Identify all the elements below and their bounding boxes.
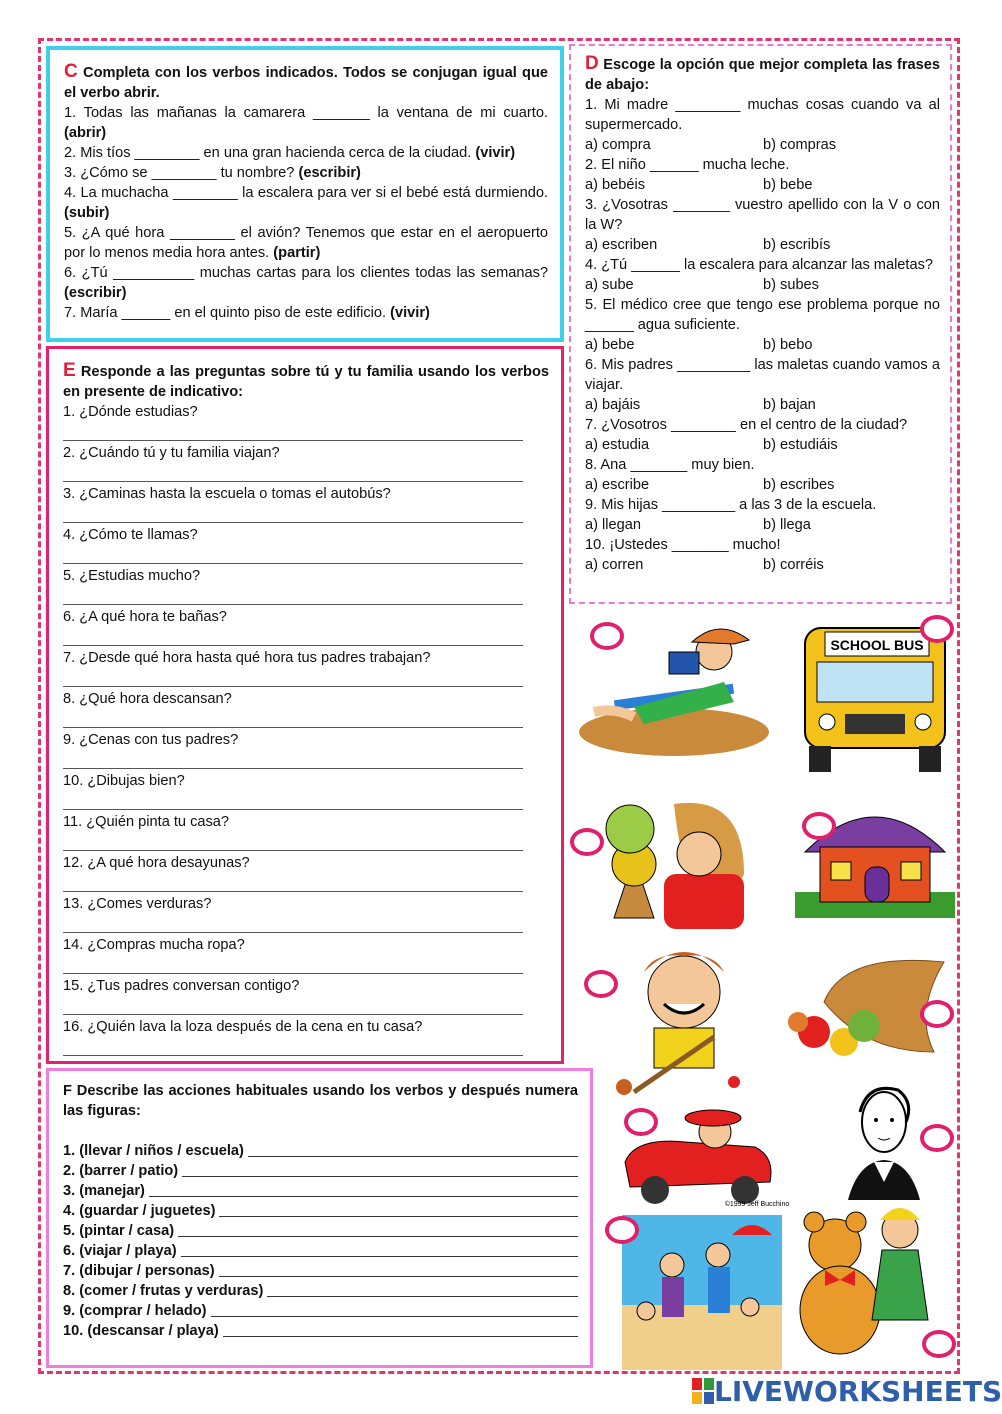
section-f-prompt: 4. (guardar / juguetes) — [63, 1203, 216, 1219]
section-c-item-verb: (escribir) — [298, 165, 361, 181]
answer-circle-ice-cream[interactable] — [570, 828, 604, 856]
section-f-item — [63, 1161, 578, 1181]
section-e-question: 14. ¿Compras mucha ropa? — [63, 937, 245, 953]
section-f-item — [63, 1301, 578, 1321]
answer-line[interactable] — [219, 1201, 578, 1217]
section-f-item — [63, 1241, 578, 1261]
option-b[interactable]: b) escribes — [763, 477, 835, 493]
answer-circle-toys[interactable] — [922, 1330, 956, 1358]
answer-line[interactable] — [248, 1141, 578, 1157]
section-d-options — [585, 175, 940, 195]
answer-circle-portrait[interactable] — [920, 1124, 954, 1152]
section-d-question: 3. ¿Vosotras _______ vuestro apellido con la V o con la W? — [585, 197, 940, 233]
section-d-question: 2. El niño ______ mucha leche. — [585, 157, 790, 173]
section-c-item-text: 4. La muchacha ________ la escalera para ver si el bebé está durmiendo. — [64, 185, 548, 201]
answer-circle-beach[interactable] — [605, 1216, 639, 1244]
section-f-prompt: 10. (descansar / playa) — [63, 1323, 219, 1339]
logo-blocks-icon — [692, 1378, 714, 1404]
answer-line[interactable] — [63, 668, 523, 687]
answer-line[interactable] — [63, 832, 523, 851]
section-e-question: 12. ¿A qué hora desayunas? — [63, 855, 250, 871]
section-c-item-verb: (vivir) — [390, 305, 430, 321]
option-b[interactable]: b) corréis — [763, 557, 824, 573]
answer-line[interactable] — [63, 996, 523, 1015]
logo-text: LIVEWORKSHEETS — [714, 1374, 1002, 1408]
section-f-prompt: 6. (viajar / playa) — [63, 1243, 177, 1259]
section-e-question: 5. ¿Estudias mucho? — [63, 568, 201, 584]
section-e-question: 13. ¿Comes verduras? — [63, 896, 212, 912]
section-f — [46, 1068, 593, 1368]
bus-sign-text: SCHOOL BUS — [830, 637, 924, 653]
section-d-letter: D — [585, 53, 599, 74]
section-c-item-text: 6. ¿Tú __________ muchas cartas para los clientes todas las semanas? — [64, 265, 548, 281]
section-d-options — [585, 475, 940, 495]
section-e-question: 8. ¿Qué hora descansan? — [63, 691, 232, 707]
section-e-question: 4. ¿Cómo te llamas? — [63, 527, 198, 543]
section-c-item-text: 7. María ______ en el quinto piso de este edificio. — [64, 305, 391, 321]
option-b[interactable]: b) bebe — [763, 177, 813, 193]
answer-circle-bus[interactable] — [920, 615, 954, 643]
car-credit: ©1999 Jeff Bucchino — [724, 1201, 790, 1208]
section-d-question: 1. Mi madre ________ muchas cosas cuando va al supermercado. — [585, 97, 940, 133]
section-e-title: Responde a las preguntas sobre tú y tu familia usando los verbos en presente de indicativo: — [63, 364, 549, 400]
section-d-options — [585, 555, 940, 575]
section-d-heading — [585, 54, 940, 95]
answer-line[interactable] — [63, 955, 523, 974]
section-e-question: 16. ¿Quién lava la loza después de la cena en tu casa? — [63, 1019, 423, 1035]
answer-line[interactable] — [63, 627, 523, 646]
answer-circle-driving[interactable] — [624, 1108, 658, 1136]
section-d — [569, 44, 952, 604]
section-f-item — [63, 1201, 578, 1221]
section-c-item-verb: (partir) — [273, 245, 321, 261]
answer-line[interactable] — [63, 750, 523, 769]
answer-line[interactable] — [211, 1301, 578, 1317]
section-c-item-verb: (vivir) — [475, 145, 516, 161]
section-e-question: 9. ¿Cenas con tus padres? — [63, 732, 239, 748]
section-c-item — [64, 103, 548, 143]
section-d-options — [585, 275, 940, 295]
option-a[interactable]: a) sube — [585, 277, 634, 293]
option-b[interactable]: b) llega — [763, 517, 811, 533]
section-c-item — [64, 143, 548, 163]
answer-line[interactable] — [63, 422, 523, 441]
section-d-question: 5. El médico cree que tengo ese problema porque no ______ agua suficiente. — [585, 297, 940, 333]
section-c-item — [64, 263, 548, 303]
ice-cream-icon — [594, 784, 764, 934]
section-c-heading — [64, 62, 548, 103]
answer-line[interactable] — [63, 586, 523, 605]
section-d-title: Escoge la opción que mejor completa las frases de abajo: — [585, 57, 940, 93]
portrait-man-icon — [838, 1072, 930, 1200]
option-a[interactable]: a) estudia — [585, 437, 650, 453]
section-c-item-text: 1. Todas las mañanas la camarera _______ la ventana de mi cuarto. — [64, 105, 548, 121]
answer-line[interactable] — [219, 1261, 578, 1277]
answer-line[interactable] — [63, 463, 523, 482]
answer-line[interactable] — [63, 545, 523, 564]
house-icon — [795, 792, 955, 918]
section-d-question: 7. ¿Vosotros ________ en el centro de la ciudad? — [585, 417, 908, 433]
beach-family-icon — [622, 1215, 782, 1370]
section-c-item-verb: (subir) — [64, 205, 110, 221]
option-a[interactable]: a) corren — [585, 557, 644, 573]
section-e-heading — [63, 361, 549, 402]
section-c-item — [64, 183, 548, 223]
option-a[interactable]: a) escribe — [585, 477, 650, 493]
answer-line[interactable] — [267, 1281, 578, 1297]
option-b[interactable]: b) escribís — [763, 237, 831, 253]
section-e-question: 2. ¿Cuándo tú y tu familia viajan? — [63, 445, 280, 461]
answer-line[interactable] — [181, 1241, 578, 1257]
answer-line[interactable] — [63, 791, 523, 810]
option-a[interactable]: a) bebéis — [585, 177, 646, 193]
option-a[interactable]: a) llegan — [585, 517, 641, 533]
section-f-item — [63, 1281, 578, 1301]
liveworksheets-logo — [692, 1376, 1002, 1406]
section-d-options — [585, 135, 940, 155]
section-f-item — [63, 1181, 578, 1201]
section-d-question: 6. Mis padres _________ las maletas cuando vamos a viajar. — [585, 357, 940, 393]
answer-circle-house[interactable] — [802, 812, 836, 840]
option-a[interactable]: a) bebe — [585, 337, 635, 353]
section-c-item — [64, 223, 548, 263]
answer-line[interactable] — [63, 1037, 523, 1056]
section-c-item-verb: (escribir) — [64, 285, 127, 301]
answer-circle-sweeping[interactable] — [584, 970, 618, 998]
section-f-prompt: 3. (manejar) — [63, 1183, 145, 1199]
section-c-item — [64, 303, 548, 323]
answer-line[interactable] — [223, 1321, 578, 1337]
section-e-question: 1. ¿Dónde estudias? — [63, 404, 198, 420]
section-d-options — [585, 395, 940, 415]
option-b[interactable]: b) bebo — [763, 337, 813, 353]
section-c-item-text: 3. ¿Cómo se ________ tu nombre? — [64, 165, 299, 181]
section-f-prompt: 5. (pintar / casa) — [63, 1223, 175, 1239]
sweeping-woman-icon — [594, 942, 764, 1097]
answer-line[interactable] — [63, 504, 523, 523]
option-a[interactable]: a) bajáis — [585, 397, 641, 413]
section-c-letter: C — [64, 61, 78, 82]
section-f-prompt: 1. (llevar / niños / escuela) — [63, 1143, 244, 1159]
option-b[interactable]: b) bajan — [763, 397, 816, 413]
section-c-item-verb: (abrir) — [64, 125, 107, 141]
option-b[interactable]: b) subes — [763, 277, 819, 293]
section-c-title: Completa con los verbos indicados. Todos se conjugan igual que el verbo abrir. — [64, 65, 548, 101]
section-f-prompt: 7. (dibujar / personas) — [63, 1263, 215, 1279]
answer-line[interactable] — [63, 914, 523, 933]
section-f-item — [63, 1221, 578, 1241]
section-e-question: 11. ¿Quién pinta tu casa? — [63, 814, 230, 830]
section-d-question: 10. ¡Ustedes _______ mucho! — [585, 537, 781, 553]
section-d-options — [585, 335, 940, 355]
section-f-title: F Describe las acciones habituales usando los verbos y después numera las figuras: — [63, 1083, 578, 1119]
section-d-question: 4. ¿Tú ______ la escalera para alcanzar las maletas? — [585, 257, 934, 273]
option-a[interactable]: a) compra — [585, 137, 651, 153]
section-c-item — [64, 163, 548, 183]
section-e-question: 3. ¿Caminas hasta la escuela o tomas el autobús? — [63, 486, 391, 502]
answer-line[interactable] — [182, 1161, 578, 1177]
answer-circle-cornucopia[interactable] — [920, 1000, 954, 1028]
section-e-question: 10. ¿Dibujas bien? — [63, 773, 185, 789]
option-b[interactable]: b) estudiáis — [763, 437, 838, 453]
section-d-options — [585, 435, 940, 455]
section-f-item — [63, 1261, 578, 1281]
answer-line[interactable] — [63, 709, 523, 728]
option-b[interactable]: b) compras — [763, 137, 836, 153]
section-e-question: 7. ¿Desde qué hora hasta qué hora tus padres trabajan? — [63, 650, 431, 666]
section-d-options — [585, 515, 940, 535]
answer-circle-reading[interactable] — [590, 622, 624, 650]
section-d-options — [585, 235, 940, 255]
section-c-item-text: 5. ¿A qué hora ________ el avión? Tenemos que estar en el aeropuerto por lo menos media hora antes. — [64, 225, 548, 261]
section-d-question: 8. Ana _______ muy bien. — [585, 457, 755, 473]
section-f-item — [63, 1321, 578, 1341]
section-e — [46, 346, 564, 1064]
section-c-item-text: 2. Mis tíos ________ en una gran hacienda cerca de la ciudad. — [64, 145, 476, 161]
section-c — [46, 46, 564, 342]
answer-line[interactable] — [178, 1221, 578, 1237]
section-f-prompt: 2. (barrer / patio) — [63, 1163, 179, 1179]
section-d-question: 9. Mis hijas _________ a las 3 de la escuela. — [585, 497, 877, 513]
section-e-question: 6. ¿A qué hora te bañas? — [63, 609, 227, 625]
option-a[interactable]: a) escriben — [585, 237, 658, 253]
section-f-item — [63, 1141, 578, 1161]
answer-line[interactable] — [149, 1181, 578, 1197]
section-e-letter: E — [63, 360, 76, 381]
answer-line[interactable] — [63, 873, 523, 892]
section-f-prompt: 8. (comer / frutas y verduras) — [63, 1283, 264, 1299]
section-e-question: 15. ¿Tus padres conversan contigo? — [63, 978, 300, 994]
section-f-prompt: 9. (comprar / helado) — [63, 1303, 207, 1319]
